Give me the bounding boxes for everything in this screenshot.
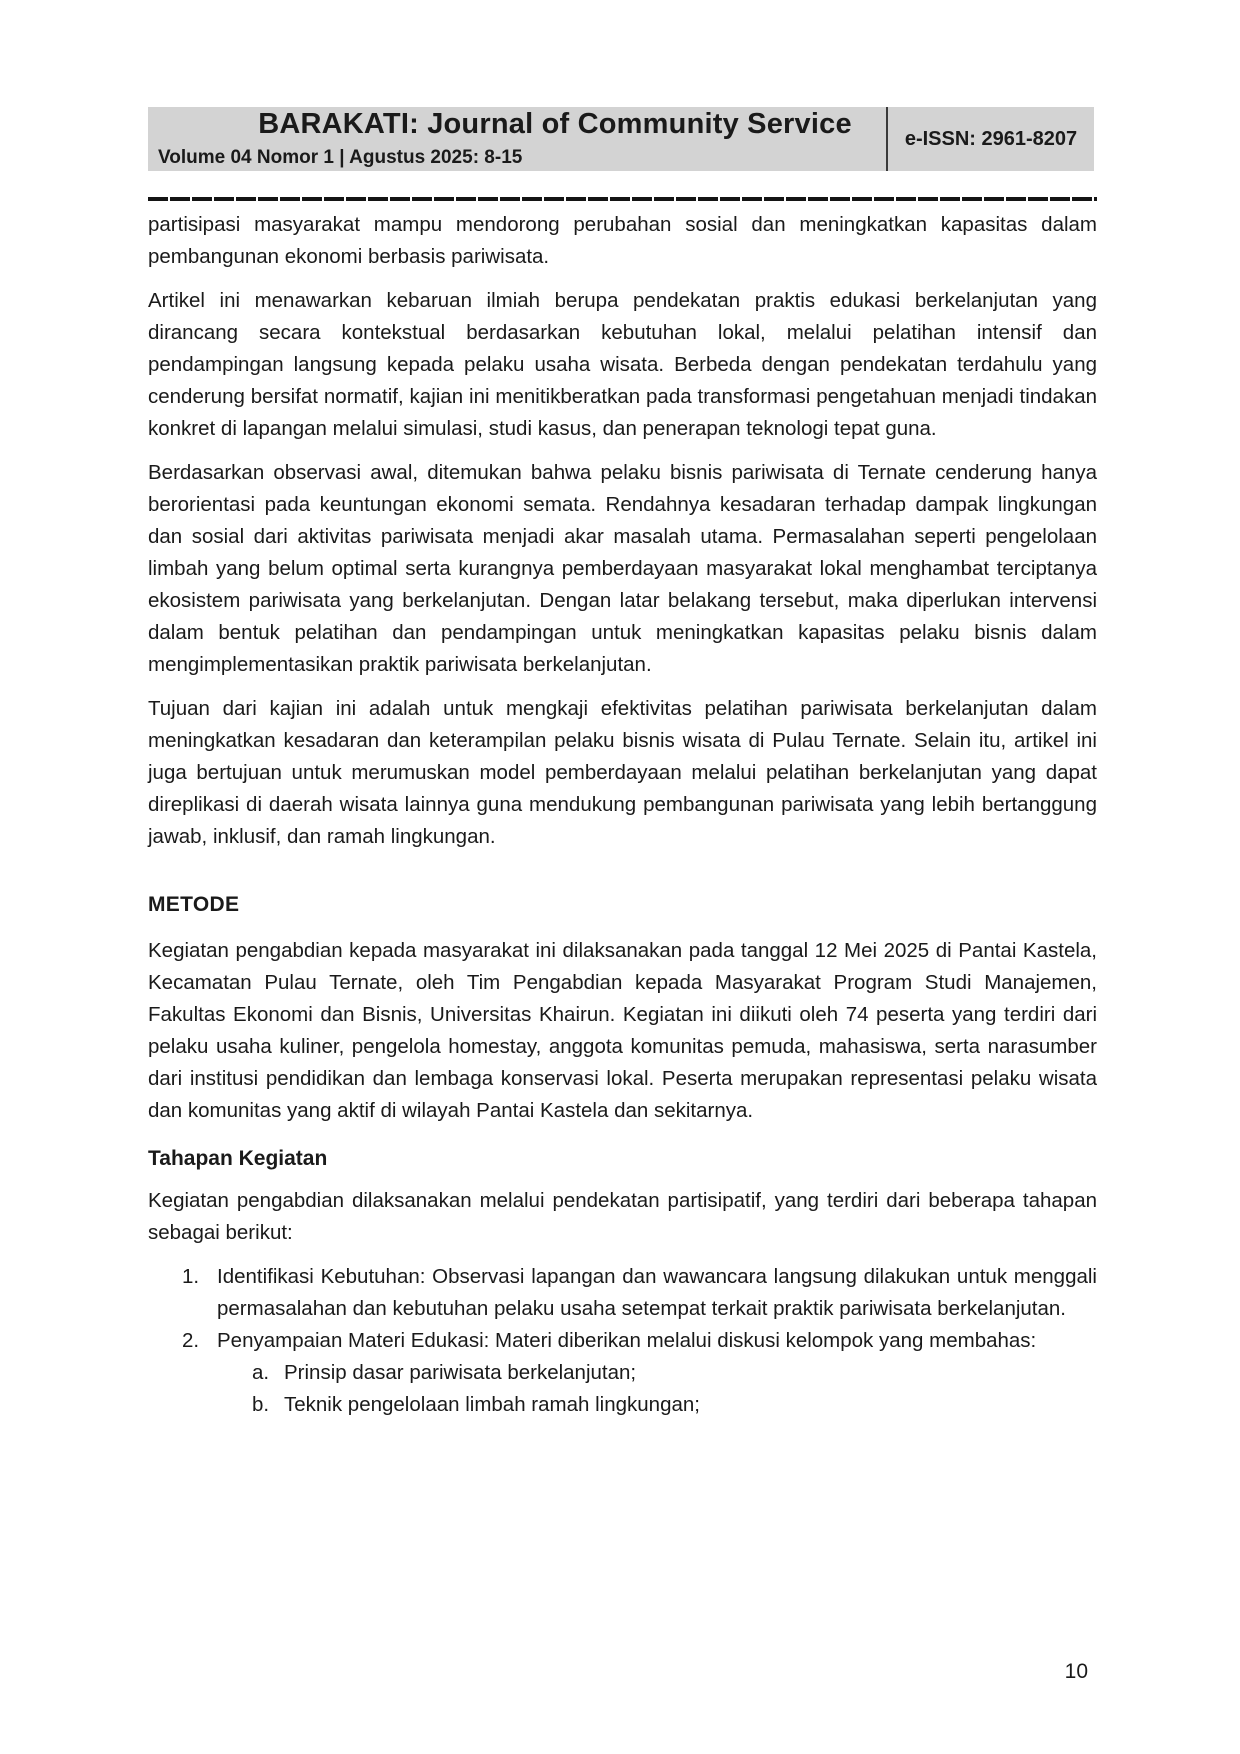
page-content bbox=[148, 0, 1097, 1421]
page-number: 10 bbox=[1064, 1660, 1088, 1683]
list-item bbox=[148, 1325, 1097, 1357]
paragraph-4: Tujuan dari kajian ini adalah untuk mengkaji efektivitas pelatihan pariwisata berkelanjutan dalam meningkatkan kesadaran dan keterampilan pelaku bisnis wisata di Pulau Ternate. Selain itu, artikel ini juga bertujuan untuk merumuskan model pemberdayaan melalui pelatihan berkelanjutan yang dapat direplikasi di daerah wisata lainnya guna mendukung pembangunan pariwisata yang lebih bertanggung jawab, inklusif, dan ramah lingkungan. bbox=[148, 697, 1097, 848]
list-item-text: Identifikasi Kebutuhan: Observasi lapangan dan wawancara langsung dilakukan untuk menggali permasalahan dan kebutuhan pelaku usaha setempat terkait praktik pariwisata berkelanjutan. bbox=[217, 1265, 1097, 1320]
journal-header bbox=[148, 107, 1094, 171]
sub-list-item-letter: b. bbox=[252, 1393, 270, 1416]
numbered-list bbox=[148, 1261, 1097, 1421]
sub-list-item-text: Teknik pengelolaan limbah ramah lingkungan; bbox=[284, 1393, 700, 1416]
sub-list-item bbox=[148, 1389, 1097, 1421]
list-item-number: 2. bbox=[182, 1329, 200, 1352]
sub-list-item-letter: a. bbox=[252, 1361, 270, 1384]
sub-list-item bbox=[148, 1357, 1097, 1389]
paragraph-3: Berdasarkan observasi awal, ditemukan bahwa pelaku bisnis pariwisata di Ternate cenderung hanya berorientasi pada keuntungan ekonomi semata. Rendahnya kesadaran terhadap dampak lingkungan dan sosial dari aktivitas pariwisata menjadi akar masalah utama. Permasalahan seperti pengelolaan limbah yang belum optimal serta kurangnya pemberdayaan masyarakat lokal menghambat terciptanya ekosistem pariwisata yang berkelanjutan. Dengan latar belakang tersebut, maka diperlukan intervensi dalam bentuk pelatihan dan pendampingan untuk meningkatkan kapasitas pelaku bisnis dalam mengimplementasikan praktik pariwisata berkelanjutan. bbox=[148, 461, 1097, 676]
eissn-label: e-ISSN: 2961-8207 bbox=[904, 127, 1078, 150]
paragraph-2: Artikel ini menawarkan kebaruan ilmiah berupa pendekatan praktis edukasi berkelanjutan yang dirancang secara kontekstual berdasarkan kebutuhan lokal, melalui pelatihan intensif dan pendampingan langsung kepada pelaku usaha wisata. Berbeda dengan pendekatan terdahulu yang cenderung bersifat normatif, kajian ini menitikberatkan pada transformasi pengetahuan menjadi tindakan konkret di lapangan melalui simulasi, studi kasus, dan penerapan teknologi tepat guna. bbox=[148, 289, 1097, 440]
journal-header-left bbox=[148, 107, 888, 171]
header-rule-divider bbox=[148, 197, 1097, 201]
journal-title: BARAKATI: Journal of Community Service bbox=[258, 108, 852, 140]
list-item-number: 1. bbox=[182, 1265, 200, 1288]
sub-list-item-text: Prinsip dasar pariwisata berkelanjutan; bbox=[284, 1361, 637, 1384]
article-body bbox=[148, 209, 1097, 1421]
section-heading-metode: METODE bbox=[148, 893, 240, 916]
sub-heading-tahapan-kegiatan: Tahapan Kegiatan bbox=[148, 1147, 328, 1170]
paragraph-1: partisipasi masyarakat mampu mendorong perubahan sosial dan meningkatkan kapasitas dalam pembangunan ekonomi berbasis pariwisata. bbox=[148, 213, 1097, 268]
issue-info: Volume 04 Nomor 1 | Agustus 2025: 8-15 bbox=[158, 147, 523, 168]
list-item-text: Penyampaian Materi Edukasi: Materi diberikan melalui diskusi kelompok yang membahas: bbox=[217, 1329, 1037, 1352]
metode-paragraph: Kegiatan pengabdian kepada masyarakat ini dilaksanakan pada tanggal 12 Mei 2025 di Pantai Kastela, Kecamatan Pulau Ternate, oleh Tim Pengabdian kepada Masyarakat Program Studi Manajemen, Fakultas Ekonomi dan Bisnis, Universitas Khairun. Kegiatan ini diikuti oleh 74 peserta yang terdiri dari pelaku usaha kuliner, pengelola homestay, anggota komunitas pemuda, mahasiswa, serta narasumber dari institusi pendidikan dan lembaga konservasi lokal. Peserta merupakan representasi pelaku wisata dan komunitas yang aktif di wilayah Pantai Kastela dan sekitarnya. bbox=[148, 939, 1097, 1122]
tahapan-intro-paragraph: Kegiatan pengabdian dilaksanakan melalui pendekatan partisipatif, yang terdiri dari beberapa tahapan sebagai berikut: bbox=[148, 1189, 1097, 1244]
list-item bbox=[148, 1261, 1097, 1325]
